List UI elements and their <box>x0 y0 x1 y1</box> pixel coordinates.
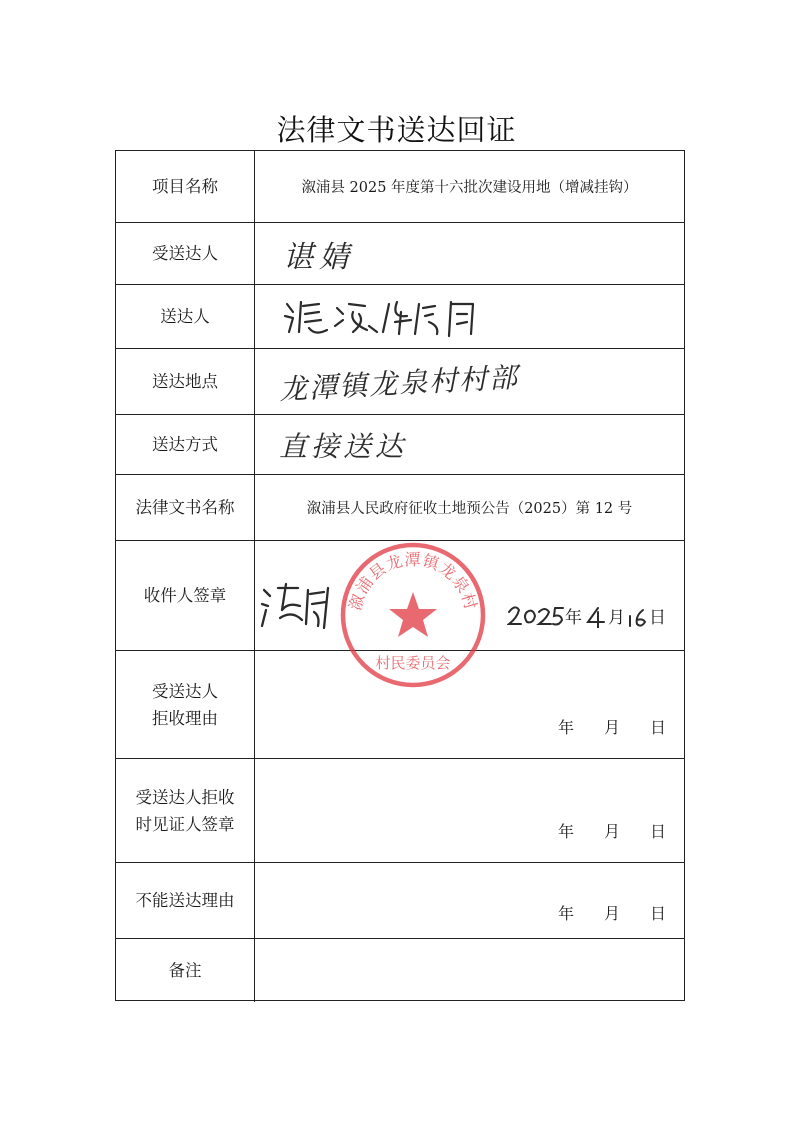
server-value <box>255 285 684 348</box>
seal-upper-text: 溆浦县龙潭镇龙泉村 <box>345 550 481 613</box>
refusal-value <box>255 651 684 758</box>
method-label: 送达方式 <box>116 415 255 474</box>
undeliverable-year-unit: 年 <box>557 904 574 923</box>
place-value <box>255 349 684 414</box>
remarks-label: 备注 <box>116 939 255 1002</box>
remarks-value <box>255 939 684 1002</box>
row-document-name <box>116 475 684 541</box>
undeliverable-date <box>558 901 666 924</box>
method-value <box>255 415 684 474</box>
row-recipient <box>116 223 684 285</box>
refusal-label <box>116 651 255 758</box>
row-recipient-signature <box>116 541 684 651</box>
seal-lower-text: 村民委员会 <box>375 654 451 672</box>
witness-value <box>255 759 684 862</box>
witness-date <box>558 819 666 842</box>
handwritten-day-scribble <box>625 606 649 628</box>
row-project-name <box>116 151 684 223</box>
witness-day-unit: 日 <box>649 822 666 841</box>
delivery-receipt-form <box>115 150 685 1001</box>
row-place <box>116 349 684 415</box>
undeliverable-day-unit: 日 <box>649 904 666 923</box>
project-name-value: 溆浦县 2025 年度第十六批次建设用地（增减挂钩） <box>301 180 638 196</box>
witness-year-unit: 年 <box>557 822 574 841</box>
row-refusal-reason <box>116 651 684 759</box>
refusal-year-unit: 年 <box>557 718 574 737</box>
refusal-date <box>558 715 666 738</box>
refusal-day-unit: 日 <box>649 718 666 737</box>
signature-date <box>507 603 666 628</box>
witness-label-line1: 受送达人拒收 <box>135 787 235 807</box>
undeliverable-month-unit: 月 <box>603 904 620 923</box>
witness-label-line2: 时见证人签章 <box>135 814 235 834</box>
project-name-label: 项目名称 <box>116 151 255 222</box>
place-handwriting: 龙潭镇龙泉村村部 <box>278 360 520 406</box>
row-method <box>116 415 684 475</box>
undeliverable-label: 不能送达理由 <box>116 863 255 938</box>
place-label: 送达地点 <box>116 349 255 414</box>
server-signature-scribble <box>279 292 519 342</box>
signature-label: 收件人签章 <box>116 541 255 650</box>
handwritten-month-scribble <box>582 606 608 628</box>
refusal-label-line2: 拒收理由 <box>152 708 218 728</box>
document-title: 法律文书送达回证 <box>276 113 517 147</box>
witness-label <box>116 759 255 862</box>
row-remarks <box>116 939 684 1002</box>
row-undeliverable-reason <box>116 863 684 939</box>
signature-month-unit: 月 <box>608 608 625 628</box>
method-handwriting: 直接送达 <box>279 429 408 463</box>
row-witness-signature <box>116 759 684 863</box>
recipient-value <box>255 223 684 284</box>
signature-year-unit: 年 <box>565 608 582 628</box>
server-label: 送达人 <box>116 285 255 348</box>
document-name-value: 溆浦县人民政府征收土地预公告（2025）第 12 号 <box>306 501 633 517</box>
witness-month-unit: 月 <box>603 822 620 841</box>
recipient-label: 受送达人 <box>116 223 255 284</box>
recipient-handwriting: 谌婧 <box>283 239 355 275</box>
refusal-label-line1: 受送达人 <box>152 681 218 701</box>
signature-day-unit: 日 <box>649 608 666 628</box>
document-name-label: 法律文书名称 <box>116 475 255 540</box>
row-server <box>116 285 684 349</box>
refusal-month-unit: 月 <box>603 718 620 737</box>
signature-value <box>255 541 684 650</box>
handwritten-year-scribble <box>507 604 565 628</box>
